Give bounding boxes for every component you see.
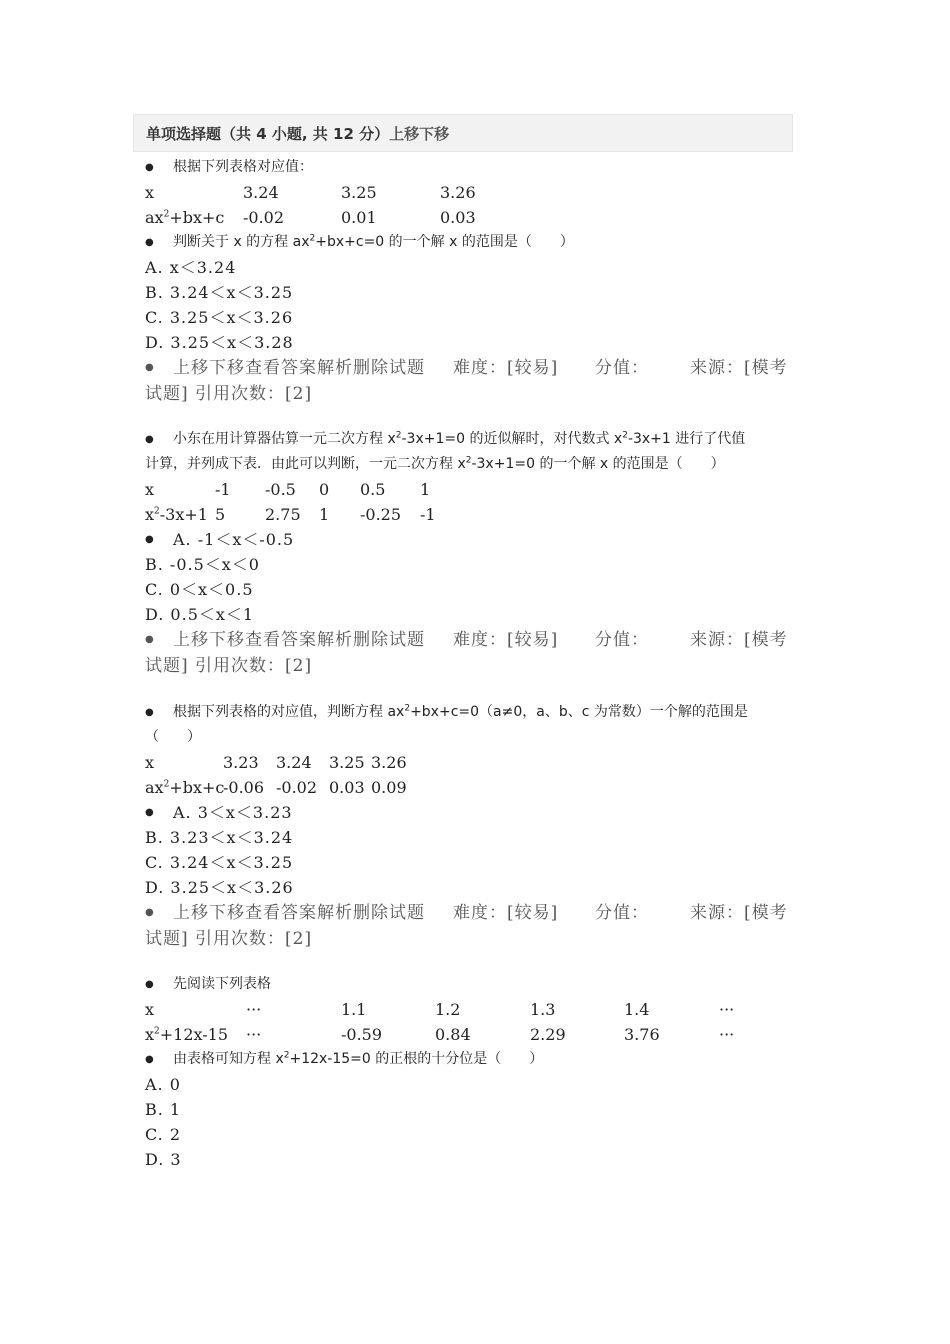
table-row: $x^2+12x-15$ ··· -0.59 0.84 2.29 3.76 ··· [145,1025,735,1044]
difficulty: 难度：[较易] [453,358,559,378]
question-toolbar [145,355,810,381]
question-3 [145,700,810,952]
toolbar-actions[interactable]: 上移下移查看答案解析删除试题 [173,903,425,923]
option-a[interactable]: A. 0 [145,1075,181,1094]
question-source-cont: 试题] 引用次数：[2] [145,656,313,676]
question-stem-cont: （ ） [145,729,201,745]
question-stem: ● 小东在用计算器估算一元二次方程 $x^2-3x+1=0$ 的近似解时，对代数式 $x^2-3x+1$ 进行了代值 [145,430,746,447]
table-row: $x^2-3x+1$ 5 2.75 1 -0.25 -1 [145,505,436,524]
section-header [133,114,793,152]
question-2 [145,427,810,679]
table-row: $ax^2+bx+c$ -0.06 -0.02 0.03 0.09 [145,778,407,797]
option-d[interactable]: D. 3 [145,1150,182,1169]
question-toolbar [145,627,810,653]
option-b[interactable]: B. 1 [145,1100,182,1119]
question-4 [145,972,810,1172]
option-d[interactable]: D. 3.25＜x＜3.28 [145,333,294,352]
option-c[interactable]: C. 3.24＜x＜3.25 [145,853,294,872]
table-row: $ax^2+bx+c$ -0.02 0.01 0.03 [145,208,476,227]
source: 来源：[模考 [690,630,788,650]
option-d[interactable]: D. 3.25＜x＜3.26 [145,878,294,897]
question-toolbar [145,900,810,926]
question-stem: ● 根据下列表格的对应值，判断方程 $ax^2+bx+c=0(a\ne 0$，a、b、c 为常数）一个解的范围是 [145,703,748,720]
question-stem: ● 判断关于 x 的方程 $ax^2+bx+c=0$ 的一个解 x 的范围是（ ） [145,230,810,255]
difficulty: 难度：[较易] [453,903,559,923]
question-source-cont: 试题] 引用次数：[2] [145,929,313,949]
option-b[interactable]: B. 3.24＜x＜3.25 [145,283,294,302]
table-row: x -1 -0.5 0 0.5 1 [145,480,431,499]
option-a[interactable]: ● A. -1＜x＜-0.5 [145,527,810,552]
option-d[interactable]: D. 0.5＜x＜1 [145,605,255,624]
question-stem: ● 由表格可知方程 $x^2+12x-15=0$ 的正根的十分位是（ ） [145,1047,810,1072]
move-link[interactable]: 上移下移 [389,125,450,143]
table-row: x 3.24 3.25 3.26 [145,183,476,202]
option-c[interactable]: C. 0＜x＜0.5 [145,580,254,599]
question-intro: ● 先阅读下列表格 [145,972,810,997]
option-c[interactable]: C. 3.25＜x＜3.26 [145,308,294,327]
option-a[interactable]: ● A. 3＜x＜3.23 [145,800,810,825]
source: 来源：[模考 [690,903,788,923]
option-c[interactable]: C. 2 [145,1125,182,1144]
toolbar-actions[interactable]: 上移下移查看答案解析删除试题 [173,630,425,650]
toolbar-actions[interactable]: 上移下移查看答案解析删除试题 [173,358,425,378]
source: 来源：[模考 [690,358,788,378]
table-row: x ··· 1.1 1.2 1.3 1.4 ··· [145,1000,735,1019]
section-title: 单项选择题（共 4 小题, 共 12 分） [146,125,390,143]
option-a[interactable]: A. x＜3.24 [145,258,237,277]
score: 分值： [595,903,649,923]
question-stem-cont: 计算，并列成下表．由此可以判断，一元二次方程 $x^2-3x+1=0$ 的一个解 x 的范围是（ ） [145,455,725,472]
question-source-cont: 试题] 引用次数：[2] [145,384,313,404]
score: 分值： [595,630,649,650]
table-row: x 3.23 3.24 3.25 3.26 [145,753,407,772]
score: 分值： [595,358,649,378]
option-b[interactable]: B. 3.23＜x＜3.24 [145,828,294,847]
difficulty: 难度：[较易] [453,630,559,650]
option-b[interactable]: B. -0.5＜x＜0 [145,555,260,574]
question-1 [145,155,810,407]
question-intro: ● 根据下列表格对应值： [145,155,810,180]
